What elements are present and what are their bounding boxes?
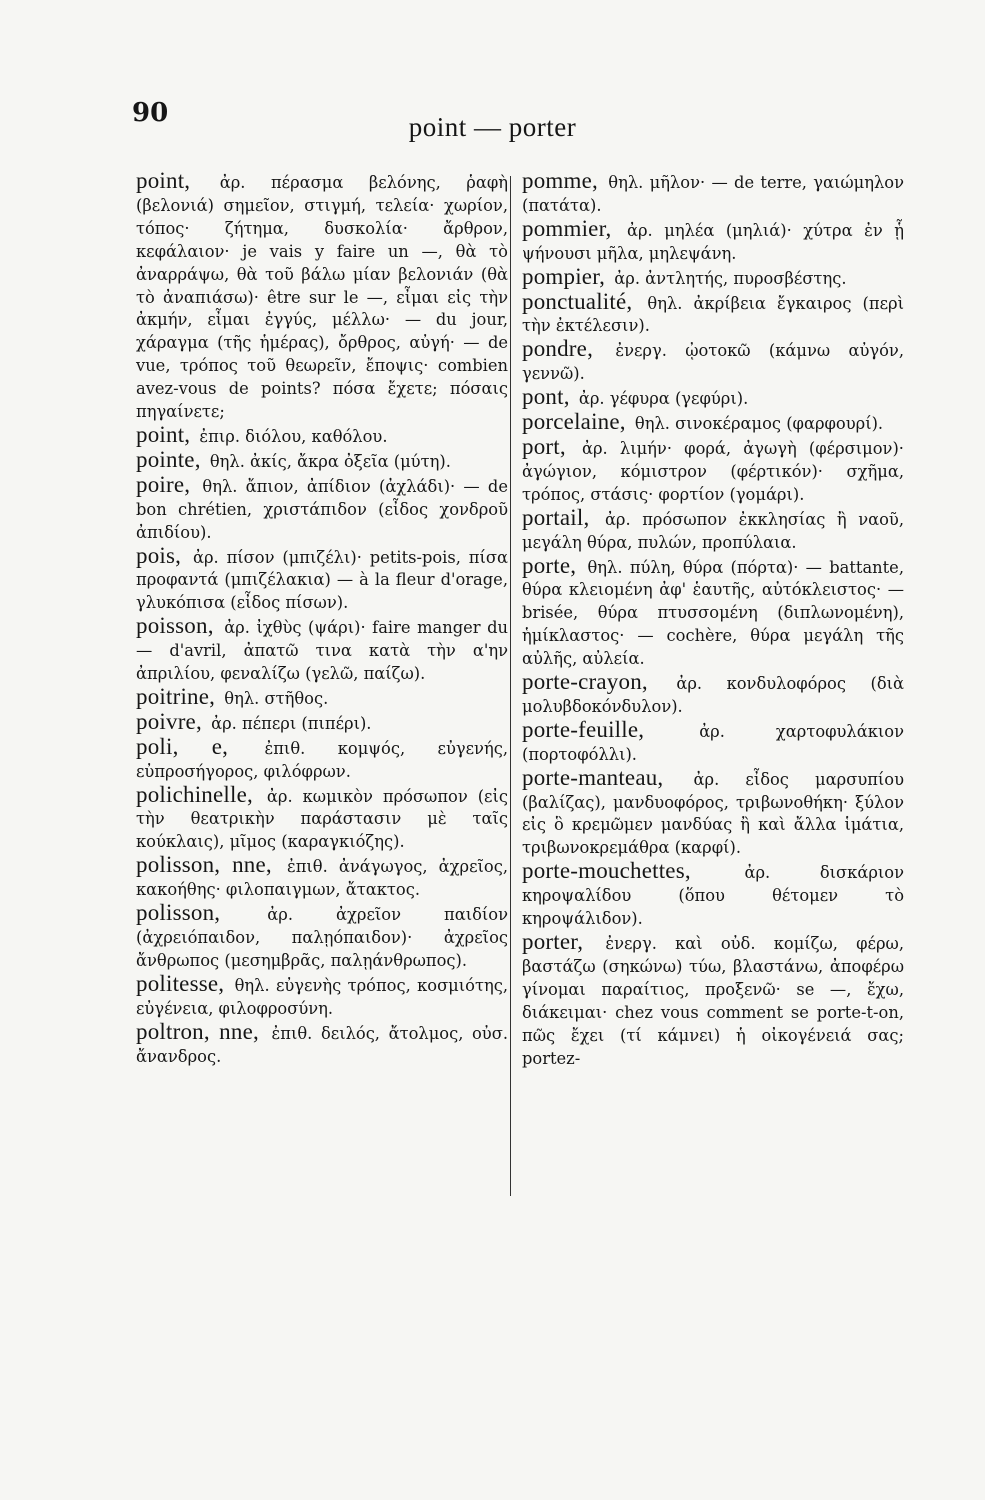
entry-definition: ἀρ. δισκάριον κηροψαλίδου (ὅπου θέτομεν τὸ κηροψάλιδον). xyxy=(522,863,904,929)
entry-definition: ἀρ. ἰχθὺς (ψάρι)· faire manger du — d'avril, ἀπατῶ τινα κατὰ τὴν α'ην ἀπριλίου, φεναλίζω (γελῶ, παίζω). xyxy=(136,618,508,684)
entry-definition: θηλ. ἄπιον, ἀπίδιον (ἀχλάδι)· — de bon chrétien, χριστάπιδον (εἶδος χονδροῦ ἀπιδίου). xyxy=(136,476,508,542)
dictionary-entry xyxy=(136,733,508,784)
entry-headword: ponctualité, xyxy=(522,288,633,314)
dictionary-entry xyxy=(522,215,904,266)
entry-headword: pompier, xyxy=(522,263,606,289)
entry-definition: ἀρ. ἀντλητής, πυροσβέστης. xyxy=(614,268,847,288)
entry-headword: pondre, xyxy=(522,336,594,362)
entry-headword: poisson, xyxy=(136,613,214,639)
entry-definition: ἀρ. πρόσωπον ἐκκλησίας ἢ ναοῦ, μεγάλη θύρα, πυλών, προπύλαια. xyxy=(522,509,904,552)
entry-definition: ἐνεργ. καὶ οὐδ. κομίζω, φέρω, βαστάζω (σηκώνω) τύω, βλαστάνω, ἀποφέρω γίνομαι παραίτιος, προξενῶ· se —, ἔχω, διάκειμαι· chez vous comment se porte-t-on, πῶς ἔχει (τί κάμνει) ἡ οἰκογένειά σας; portez- xyxy=(522,934,904,1068)
entry-definition: θηλ. ἀκρίβεια ἔγκαιρος (περὶ τὴν ἐκτέλεσιν). xyxy=(522,293,904,336)
entry-definition: ἀρ. πίσον (μπιζέλι)· petits-pois, πίσα προφαντά (μπιζέλακια) — à la fleur d'orage, γλυκόπισα (εἶδος πίσων). xyxy=(136,547,508,613)
entry-headword: pont, xyxy=(522,384,570,410)
dictionary-entry xyxy=(522,386,904,411)
entry-headword: porter, xyxy=(522,929,584,954)
dictionary-entry xyxy=(136,542,508,616)
entry-definition: θηλ. στῆθος. xyxy=(224,688,329,708)
entry-headword: pomme, xyxy=(522,168,598,193)
entry-headword: porte-crayon, xyxy=(522,669,648,695)
entry-definition: θηλ. ἀκίς, ἄκρα ὀξεῖα (μύτη). xyxy=(209,451,451,471)
dictionary-entry xyxy=(522,433,904,507)
dictionary-entry xyxy=(136,615,508,686)
dictionary-entry xyxy=(136,902,508,973)
entry-headword: poltron, nne, xyxy=(136,1018,259,1044)
dictionary-entry xyxy=(522,170,904,218)
dictionary-entry xyxy=(522,504,904,555)
dictionary-entry xyxy=(136,781,508,855)
right-column xyxy=(522,170,904,1070)
entry-definition: ἀρ. γέφυρα (γεφύρι). xyxy=(578,389,749,409)
entry-definition: ἀρ. πέπερι (πιπέρι). xyxy=(211,713,372,733)
page-number: 90 xyxy=(132,98,169,128)
entry-headword: porte-mouchettes, xyxy=(522,858,691,884)
dictionary-entry xyxy=(136,471,508,545)
dictionary-entry xyxy=(522,288,904,339)
entry-definition: ἀρ. εἶδος μαρσυπίου (βαλίζας), μανδυοφόρος, τριβωνοθήκη· ξύλον εἰς ὃ κρεμῶμεν μανδύας ἢ καὶ ἄλλα ἱμάτια, τριβωνοκρεμάθρα (καρφί). xyxy=(522,769,904,858)
entry-definition: ἐνεργ. ᾠοτοκῶ (κάμνω αὐγόν, γεννῶ). xyxy=(522,341,904,384)
entry-definition: ἀρ. μηλέα (μηλιά)· χύτρα ἐν ᾗ ψήνουσι μῆλα, μηλεψάνη. xyxy=(522,220,904,263)
dictionary-entry xyxy=(522,716,904,767)
entry-headword: poire, xyxy=(136,471,191,497)
dictionary-entry xyxy=(522,263,904,291)
entry-headword: pommier, xyxy=(522,215,612,241)
dictionary-entry xyxy=(522,552,904,672)
dictionary-entry xyxy=(136,970,508,1021)
entry-headword: poli, e, xyxy=(136,733,229,759)
entry-definition: ἐπιθ. κομψός, εὐγενής, εὐπροσήγορος, φιλόφρων. xyxy=(136,738,508,781)
dictionary-entry xyxy=(522,338,904,386)
dictionary-entry xyxy=(136,1018,508,1069)
entry-headword: port, xyxy=(522,433,566,459)
entry-headword: poivre, xyxy=(136,708,202,734)
entry-headword: porte-feuille, xyxy=(522,716,645,742)
entry-definition: θηλ. εὐγενὴς τρόπος, κοσμιότης, εὐγένεια, φιλοφροσύνη. xyxy=(136,975,508,1018)
entry-headword: porcelaine, xyxy=(522,409,626,435)
left-column xyxy=(136,170,508,1068)
entry-definition: ἀρ. κονδυλοφόρος (διὰ μολυβδοκόνδυλον). xyxy=(522,674,904,716)
dictionary-entry xyxy=(136,446,508,474)
entry-headword: point, xyxy=(136,421,191,447)
entry-definition: ἐπιθ. δειλός, ἄτολμος, οὐσ. ἄνανδρος. xyxy=(136,1023,508,1066)
entry-definition: ἀρ. πέρασμα βελόνης, ῥαφὴ (βελονιά) σημεῖον, στιγμή, τελεία· χωρίον, τόπος· ζήτημα, δυσκολία· ἄρθρον, κεφάλαιον· je vais y faire un —, θὰ τὸ ἀναρράψω, θὰ τοῦ βάλω μίαν βελονιάν (θὰ τὸ ἀναπιάσω)· être sur le —, εἶμαι εἰς τὴν ἀκμήν, εἶμαι ἐγγύς, μέλλω· — du jour, χάραγμα (τῆς ἡμέρας), ὄρθρος, αὐγή· — de vue, τρόπος τοῦ θεωρεῖν, ἔποψις· combien avez-vous de points? πόσα ἔχετε; πόσαις πηγαίνετε; xyxy=(136,173,508,422)
column-divider xyxy=(510,176,511,1196)
dictionary-entry xyxy=(136,170,508,424)
dictionary-entry xyxy=(522,411,904,436)
entry-headword: pointe, xyxy=(136,446,201,472)
entry-headword: poitrine, xyxy=(136,683,216,709)
entry-headword: point, xyxy=(136,168,191,193)
entry-definition: ἐπιρ. διόλου, καθόλου. xyxy=(199,426,388,446)
dictionary-entry xyxy=(522,931,904,1070)
dictionary-entry xyxy=(522,764,904,861)
dictionary-entry xyxy=(136,854,508,902)
entry-definition: ἀρ. κωμικὸν πρόσωπον (εἰς τὴν θεατρικὴν παράστασιν μὲ ταῖς κούκλαις), μῖμος (καραγκιόζης). xyxy=(136,786,508,852)
entry-definition: θηλ. σινοκέραμος (φαρφουρί). xyxy=(634,414,884,434)
dictionary-entry xyxy=(136,708,508,736)
dictionary-entry xyxy=(136,421,508,449)
dictionary-entry xyxy=(136,683,508,711)
entry-definition: ἀρ. χαρτοφυλάκιον (πορτοφόλλι). xyxy=(522,721,904,764)
entry-definition: ἐπιθ. ἀνάγωγος, ἀχρεῖος, κακοήθης· φιλοπαιγμων, ἄτακτος. xyxy=(136,857,508,900)
entry-headword: polichinelle, xyxy=(136,781,253,807)
entry-definition: ἀρ. ἀχρεῖον παιδίον (ἀχρειόπαιδον, παλῃόπαιδον)· ἀχρεῖος ἄνθρωπος (μεσημβρᾶς, παλῃάνθρωπος). xyxy=(136,905,508,970)
entry-definition: θηλ. πύλη, θύρα (πόρτα)· — battante, θύρα κλειομένη ἀφ' ἑαυτῆς, αὐτόκλειστος· — brisée, θύρα πτυσσομένη (διπλωνομένη), ἡμίκλαστος· — cochère, θύρα μεγάλη τῆς αὐλῆς, αὐλεία. xyxy=(522,557,904,669)
entry-headword: portail, xyxy=(522,504,590,530)
entry-headword: pois, xyxy=(136,542,182,568)
entry-definition: θηλ. μῆλον· — de terre, γαιώμηλον (πατάτα). xyxy=(522,173,904,215)
entry-headword: polisson, xyxy=(136,900,221,926)
dictionary-entry xyxy=(522,860,904,931)
entry-headword: porte-manteau, xyxy=(522,764,664,790)
entry-headword: politesse, xyxy=(136,970,225,996)
entry-headword: polisson, nne, xyxy=(136,852,272,878)
dictionary-entry xyxy=(522,671,904,719)
running-head: point — porter xyxy=(408,112,577,142)
entry-definition: ἀρ. λιμήν· φορά, ἀγωγὴ (φέρσιμον)· ἀγώγιον, κόμιστρον (φέρτικόν)· σχῆμα, τρόπος, στάσις· φορτίον (γομάρι). xyxy=(522,438,904,504)
entry-headword: porte, xyxy=(522,552,577,578)
